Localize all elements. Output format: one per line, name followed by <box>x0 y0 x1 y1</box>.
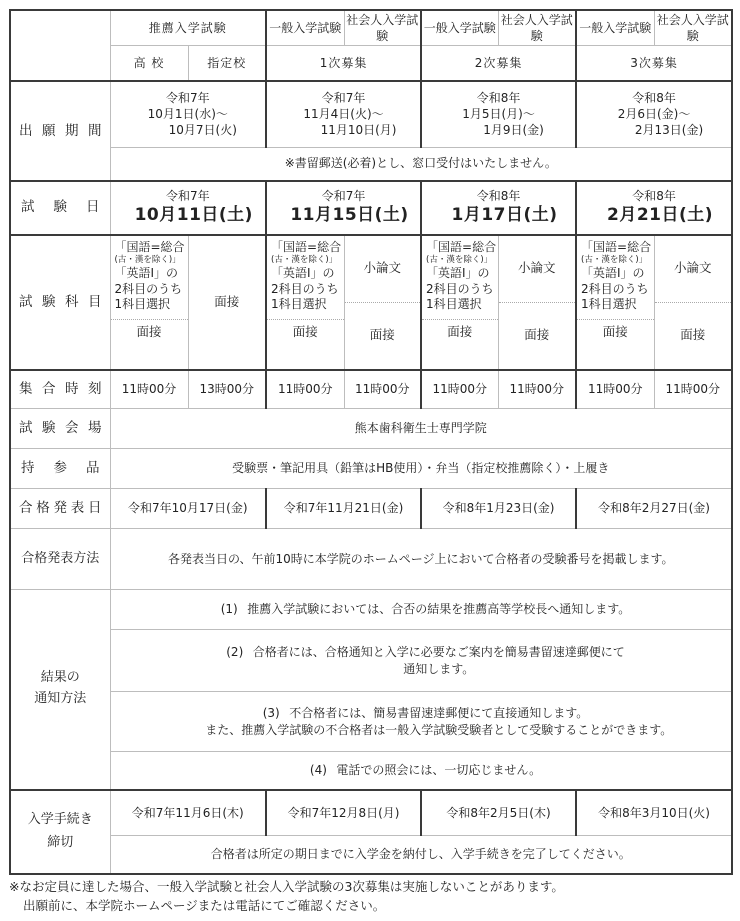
result-date-cell: 令和7年11月21日(金) <box>266 489 421 529</box>
venue-value: 熊本歯科衛生士専門学院 <box>110 409 732 449</box>
subjects-shakaijin-3: 小論文 面接 <box>654 235 732 370</box>
result-method-value: 各発表当日の、午前10時に本学院のホームページ上において合格者の受験番号を掲載します。 <box>110 529 732 590</box>
header-row-rounds <box>10 45 732 81</box>
header-round-2: 2次募集 <box>421 45 576 81</box>
result-date-cell: 令和7年10月17日(金) <box>110 489 266 529</box>
belongings-value: 受験票・筆記用具（鉛筆はHB使用）・弁当（指定校推薦除く）・上履き <box>110 449 732 489</box>
row-belongings <box>10 449 732 489</box>
enrollment-date-cell: 令和7年11月6日(木) <box>110 790 266 836</box>
subjects-shakaijin-1: 小論文 面接 <box>344 235 421 370</box>
row-exam-date <box>10 181 732 235</box>
notify-item <box>10 692 732 752</box>
period-suisen: 令和7年 10月1日(水)～ 10月7日(火) <box>110 81 266 147</box>
header-shakaijin-1: 社会人入学試験 <box>344 10 421 45</box>
subjects-shakaijin-2: 小論文 面接 <box>498 235 576 370</box>
header-round-1: 1次募集 <box>266 45 421 81</box>
notify-item <box>10 590 732 630</box>
enrollment-date-cell: 令和7年12月8日(月) <box>266 790 421 836</box>
footnote-line-1: ※なお定員に達した場合、一般入学試験と社会人入学試験の3次募集は実施しないことがあります。 <box>9 879 564 894</box>
label-result-method: 合格発表方法 <box>10 529 110 590</box>
result-date-cell: 令和8年1月23日(金) <box>421 489 576 529</box>
row-application-period <box>10 81 732 147</box>
subjects-suisen-shiteiko: 面接 <box>188 235 266 370</box>
notify-item-2: (2) 合格者には、合格通知と入学に必要なご案内を簡易書留速達郵便にて 通知します。 <box>110 630 732 692</box>
assembly-time-cell: 11時00分 <box>110 370 188 409</box>
label-application-period <box>10 81 110 181</box>
notify-item-1: (1) 推薦入学試験においては、合否の結果を推薦高等学校長へ通知します。 <box>110 590 732 630</box>
header-shakaijin-3: 社会人入学試験 <box>654 10 732 45</box>
subjects-suisen-koko: 「国語=総合 (古・漢を除く)」 「英語Ⅰ」の 2科目のうち 1科目選択 面接 <box>110 235 188 370</box>
label-exam-date: 試 験 日 <box>10 181 110 235</box>
label-venue: 試 験 会 場 <box>10 409 110 449</box>
label-enrollment: 入学手続き 締切 <box>10 790 110 874</box>
header-ippan-3: 一般入学試験 <box>576 10 654 45</box>
label-belongings: 持 参 品 <box>10 449 110 489</box>
enrollment-note: 合格者は所定の期日までに入学金を納付し、入学手続きを完了してください。 <box>110 836 732 874</box>
row-assembly-time <box>10 370 732 409</box>
assembly-time-cell: 11時00分 <box>654 370 732 409</box>
subjects-ippan-1: 「国語=総合 (古・漢を除く)」 「英語Ⅰ」の 2科目のうち 1科目選択 面接 <box>266 235 344 370</box>
row-result-date <box>10 489 732 529</box>
label-text: 出 願 期 間 <box>19 122 102 139</box>
subjects-ippan-3: 「国語=総合 (古・漢を除く)」 「英語Ⅰ」の 2科目のうち 1科目選択 面接 <box>576 235 654 370</box>
assembly-time-cell: 11時00分 <box>498 370 576 409</box>
period-round-1: 令和7年 11月4日(火)～ 11月10日(月) <box>266 81 421 147</box>
application-note: ※書留郵送(必着)とし、窓口受付はいたしません。 <box>110 147 732 181</box>
assembly-time-cell: 11時00分 <box>576 370 654 409</box>
header-suisen: 推薦入学試験 <box>110 10 266 45</box>
exam-date-round-1: 令和7年 11月15日(土) <box>266 181 421 235</box>
period-round-3: 令和8年 2月6日(金)～ 2月13日(金) <box>576 81 732 147</box>
footnote-line-2: 出願前に、本学院ホームページまたは電話にてご確認ください。 <box>23 898 386 914</box>
header-shakaijin-2: 社会人入学試験 <box>498 10 576 45</box>
exam-date-suisen: 令和7年 10月11日(土) <box>110 181 266 235</box>
period-round-2: 令和8年 1月5日(月)～ 1月9日(金) <box>421 81 576 147</box>
label-result-date: 合 格 発 表 日 <box>10 489 110 529</box>
assembly-time-cell: 13時00分 <box>188 370 266 409</box>
row-application-note <box>10 147 732 181</box>
enrollment-date-cell: 令和8年2月5日(木) <box>421 790 576 836</box>
row-result-method <box>10 529 732 590</box>
notify-item <box>10 630 732 692</box>
header-koko: 高 校 <box>110 45 188 81</box>
label-subjects: 試 験 科 目 <box>10 235 110 370</box>
notify-item-4: (4) 電話での照会には、一切応じません。 <box>110 752 732 790</box>
row-subjects <box>10 235 732 370</box>
notify-item <box>10 752 732 790</box>
assembly-time-cell: 11時00分 <box>266 370 344 409</box>
row-venue <box>10 409 732 449</box>
enrollment-date-cell: 令和8年3月10日(火) <box>576 790 732 836</box>
admission-table <box>9 9 733 875</box>
notify-item-3: (3) 不合格者には、簡易書留速達郵便にて直接通知します。 また、推薦入学試験の不合格者は一般入学試験受験者として受験することができます。 <box>110 692 732 752</box>
assembly-time-cell: 11時00分 <box>421 370 498 409</box>
label-assembly-time: 集 合 時 刻 <box>10 370 110 409</box>
header-shiteiko: 指定校 <box>188 45 266 81</box>
exam-date-round-2: 令和8年 1月17日(土) <box>421 181 576 235</box>
subjects-ippan-2: 「国語=総合 (古・漢を除く)」 「英語Ⅰ」の 2科目のうち 1科目選択 面接 <box>421 235 498 370</box>
exam-date-round-3: 令和8年 2月21日(土) <box>576 181 732 235</box>
row-enrollment <box>10 790 732 836</box>
footnote <box>9 877 564 916</box>
header-round-3: 3次募集 <box>576 45 732 81</box>
admission-schedule <box>9 9 731 875</box>
assembly-time-cell: 11時00分 <box>344 370 421 409</box>
label-notification: 結果の 通知方法 <box>10 590 110 790</box>
header-ippan-2: 一般入学試験 <box>421 10 498 45</box>
header-corner <box>10 10 110 81</box>
header-ippan-1: 一般入学試験 <box>266 10 344 45</box>
row-enrollment-note <box>10 836 732 874</box>
header-row-exam-types <box>10 10 732 45</box>
result-date-cell: 令和8年2月27日(金) <box>576 489 732 529</box>
